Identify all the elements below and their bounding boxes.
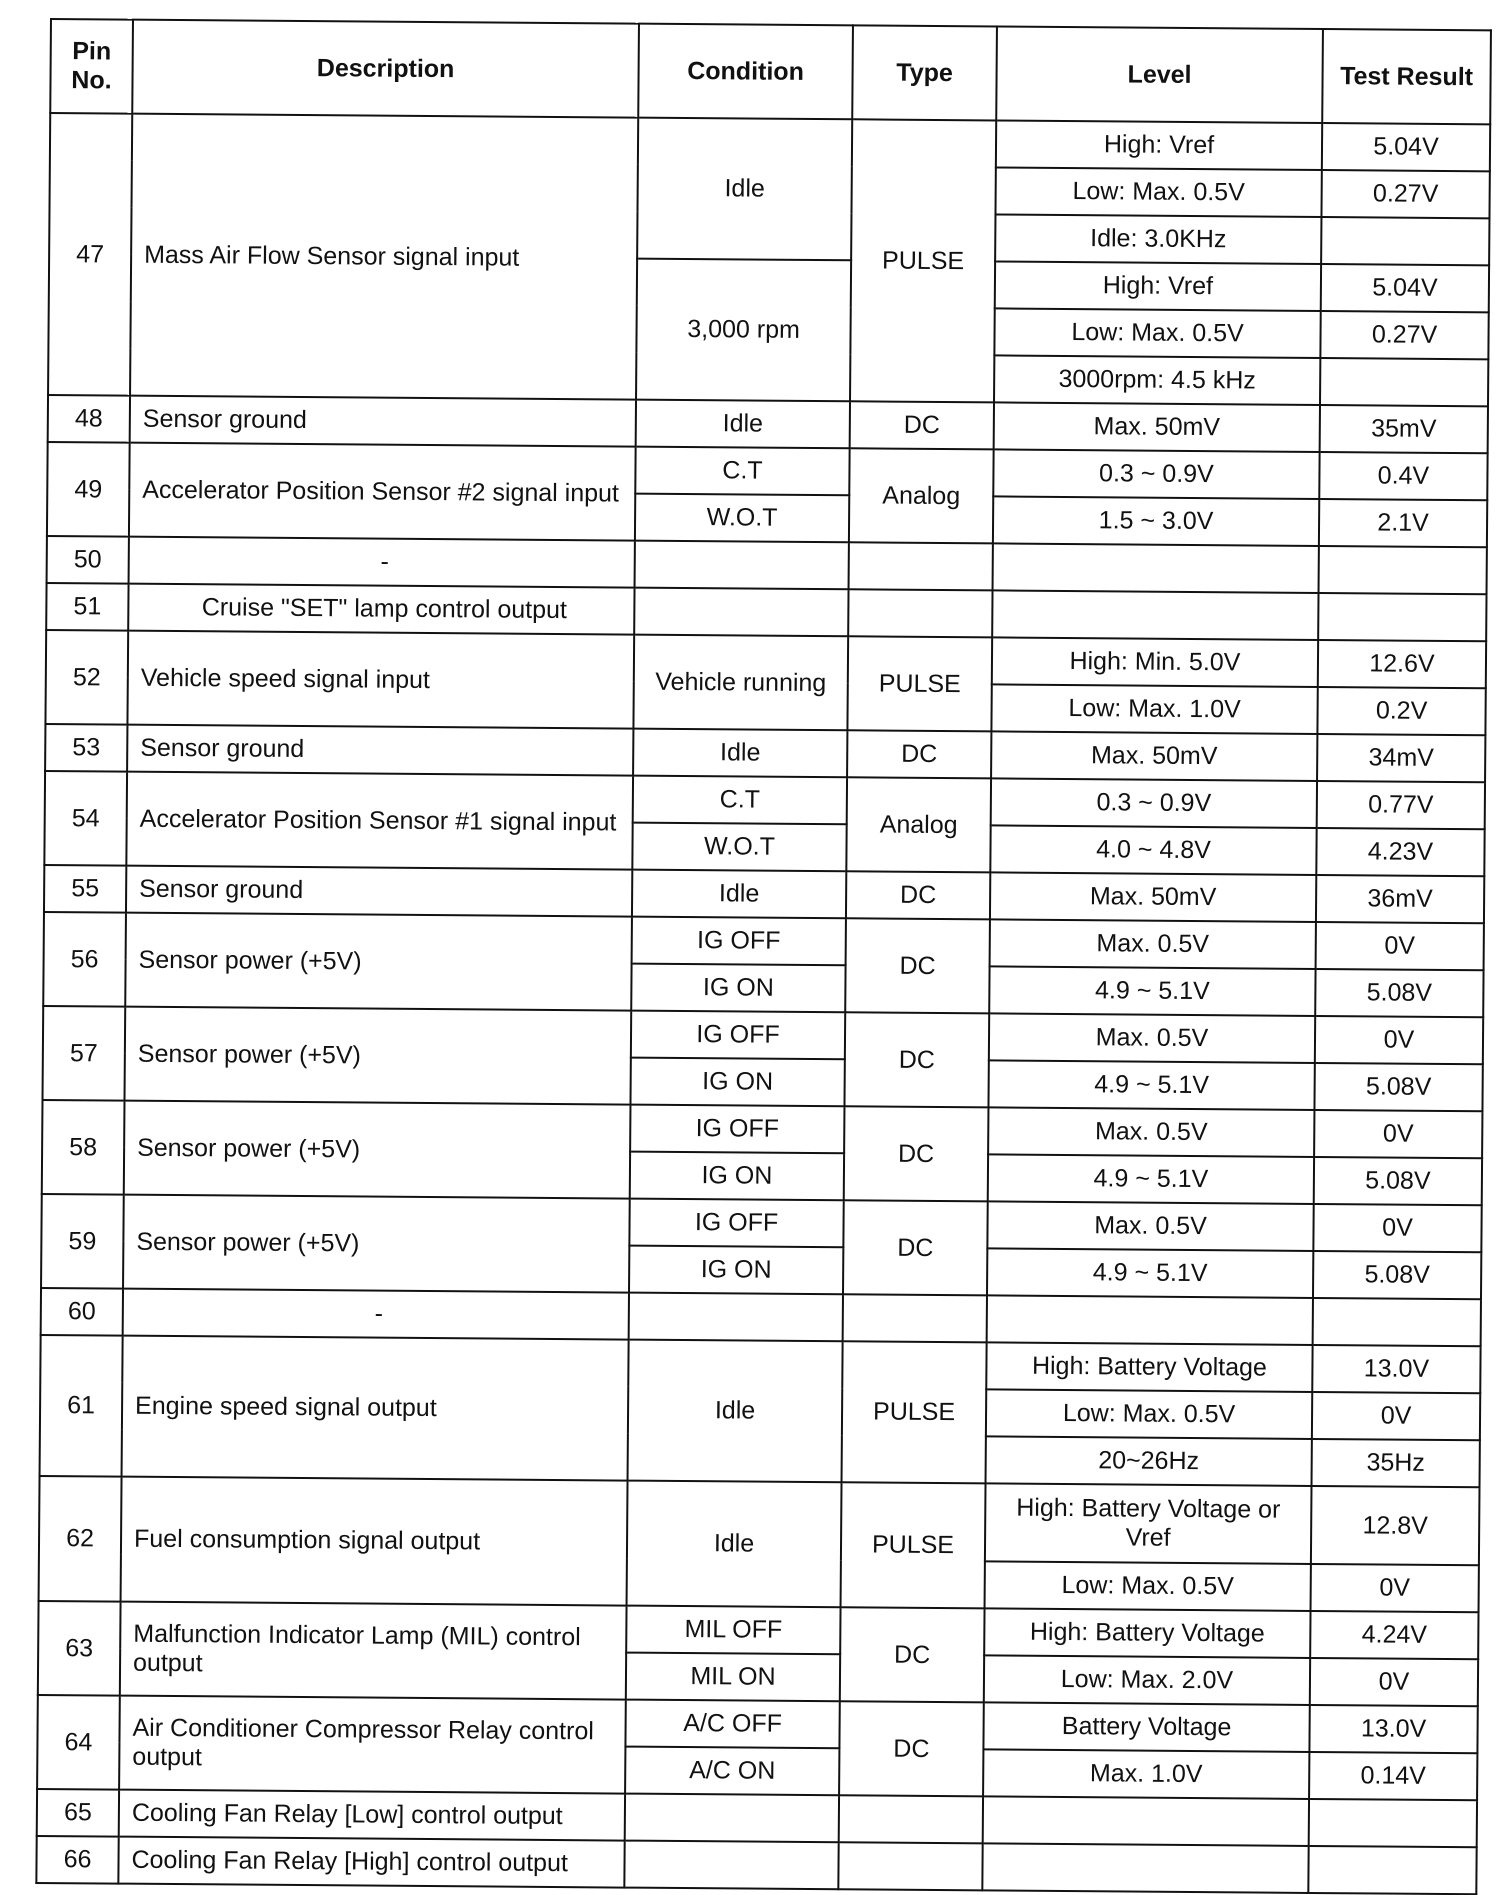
- test-result-cell: 13.0V: [1309, 1705, 1477, 1753]
- pin-description: Engine speed signal output: [122, 1336, 629, 1481]
- level-cell: Max. 0.5V: [988, 1107, 1314, 1157]
- pin-description: Sensor ground: [130, 396, 636, 447]
- level-cell: Low: Max. 0.5V: [985, 1561, 1311, 1611]
- test-result-cell: 13.0V: [1312, 1345, 1480, 1393]
- test-result-cell: 5.08V: [1314, 1157, 1482, 1205]
- condition-cell: IG OFF: [631, 1011, 845, 1060]
- pin-number: 56: [43, 912, 126, 1007]
- test-result-cell: 0.4V: [1319, 452, 1487, 500]
- level-cell: 20~26Hz: [986, 1436, 1312, 1486]
- condition-cell: Idle: [627, 1481, 842, 1608]
- condition-cell: Idle: [628, 1340, 843, 1483]
- test-result-cell: [1308, 1846, 1476, 1894]
- header-condition: Condition: [638, 24, 853, 120]
- condition-cell: A/C ON: [625, 1747, 839, 1796]
- test-result-cell: 0.2V: [1317, 687, 1485, 735]
- pin-number: 65: [37, 1789, 119, 1837]
- table-row: [40, 1335, 1480, 1393]
- level-cell: [993, 543, 1319, 593]
- level-cell: High: Battery Voltage or Vref: [985, 1483, 1312, 1564]
- pin-table-page: [35, 18, 1490, 1895]
- pin-number: 52: [45, 630, 128, 725]
- test-result-cell: 5.04V: [1321, 264, 1489, 312]
- level-cell: Low: Max. 1.0V: [991, 684, 1317, 734]
- signal-type: DC: [840, 1607, 985, 1702]
- header-pin: Pin No.: [50, 19, 133, 114]
- level-cell: Low: Max. 0.5V: [986, 1389, 1312, 1439]
- pin-number: 64: [37, 1695, 120, 1790]
- condition-cell: IG ON: [629, 1246, 843, 1295]
- level-cell: Max. 0.5V: [990, 919, 1316, 969]
- test-result-cell: 0V: [1315, 1016, 1483, 1064]
- pin-description: Cooling Fan Relay [High] control output: [118, 1837, 624, 1888]
- level-cell: 4.9 ~ 5.1V: [988, 1154, 1314, 1204]
- pin-description: Cooling Fan Relay [Low] control output: [119, 1790, 625, 1841]
- table-row: [45, 771, 1485, 829]
- pin-number: 53: [45, 724, 127, 772]
- test-result-cell: 5.08V: [1315, 969, 1483, 1017]
- test-result-cell: 2.1V: [1319, 499, 1487, 547]
- level-cell: 3000rpm: 4.5 kHz: [994, 355, 1320, 405]
- test-result-cell: [1318, 593, 1486, 641]
- test-result-cell: 0.14V: [1309, 1752, 1477, 1800]
- level-cell: High: Vref: [996, 120, 1322, 170]
- table-row: [44, 912, 1484, 970]
- test-result-cell: 0V: [1313, 1204, 1481, 1252]
- level-cell: High: Min. 5.0V: [992, 637, 1318, 687]
- level-cell: High: Vref: [995, 261, 1321, 311]
- pin-description: Air Conditioner Compressor Relay control output: [119, 1696, 626, 1794]
- table-header-row: [50, 19, 1491, 124]
- level-cell: [992, 590, 1318, 640]
- pin-number: 66: [36, 1836, 118, 1884]
- test-result-cell: 5.04V: [1322, 123, 1490, 171]
- test-result-cell: [1313, 1298, 1481, 1346]
- table-row: [38, 1601, 1478, 1659]
- test-result-cell: 5.08V: [1314, 1063, 1482, 1111]
- condition-cell: IG OFF: [629, 1199, 843, 1248]
- pin-description: -: [123, 1289, 629, 1340]
- level-cell: Max. 0.5V: [989, 1013, 1315, 1063]
- signal-type: DC: [843, 1200, 988, 1295]
- pin-description: Sensor power (+5V): [125, 913, 632, 1011]
- pin-description: Malfunction Indicator Lamp (MIL) control output: [120, 1602, 627, 1700]
- pin-description: -: [129, 537, 635, 588]
- pin-description: Sensor power (+5V): [124, 1007, 631, 1105]
- test-result-cell: [1309, 1799, 1477, 1847]
- condition-cell: [629, 1293, 843, 1342]
- level-cell: 1.5 ~ 3.0V: [993, 496, 1319, 546]
- level-cell: Max. 50mV: [990, 872, 1316, 922]
- test-result-cell: [1321, 217, 1489, 265]
- pin-description: Mass Air Flow Sensor signal input: [130, 114, 638, 400]
- signal-type: [838, 1842, 982, 1890]
- condition-cell: IG ON: [630, 1152, 844, 1201]
- condition-cell: Vehicle running: [633, 635, 848, 731]
- condition-cell: Idle: [637, 118, 852, 261]
- test-result-cell: 12.6V: [1318, 640, 1486, 688]
- signal-type: DC: [844, 1106, 989, 1201]
- table-row: [50, 113, 1490, 171]
- signal-type: PULSE: [842, 1341, 987, 1483]
- level-cell: Battery Voltage: [983, 1702, 1309, 1752]
- level-cell: Low: Max. 0.5V: [994, 308, 1320, 358]
- condition-cell: [625, 1794, 839, 1843]
- test-result-cell: [1319, 546, 1487, 594]
- header-result: Test Result: [1322, 29, 1491, 124]
- test-result-cell: 34mV: [1317, 734, 1485, 782]
- level-cell: [982, 1843, 1308, 1893]
- test-result-cell: [1320, 358, 1488, 406]
- test-result-cell: 35mV: [1320, 405, 1488, 453]
- pin-number: 47: [48, 113, 132, 396]
- signal-type: [849, 542, 993, 590]
- condition-cell: Idle: [633, 729, 847, 778]
- table-row: [43, 1006, 1483, 1064]
- header-level: Level: [996, 26, 1323, 123]
- condition-cell: MIL ON: [626, 1653, 840, 1702]
- test-result-cell: 0V: [1310, 1658, 1478, 1706]
- level-cell: 4.9 ~ 5.1V: [987, 1248, 1313, 1298]
- test-result-cell: 0.27V: [1321, 170, 1489, 218]
- level-cell: Low: Max. 2.0V: [984, 1655, 1310, 1705]
- condition-cell: [635, 541, 849, 590]
- signal-type: Analog: [846, 777, 991, 872]
- table-row: [39, 1476, 1480, 1565]
- pin-number: 61: [40, 1335, 123, 1477]
- test-result-cell: 4.23V: [1316, 828, 1484, 876]
- level-cell: Low: Max. 0.5V: [995, 167, 1321, 217]
- pin-number: 58: [42, 1100, 125, 1195]
- pin-number: 59: [41, 1194, 124, 1289]
- signal-type: DC: [846, 871, 990, 919]
- ecm-pin-table: [35, 18, 1492, 1895]
- condition-cell: IG ON: [631, 964, 845, 1013]
- table-row: [41, 1194, 1481, 1252]
- level-cell: 0.3 ~ 0.9V: [993, 449, 1319, 499]
- level-cell: [983, 1796, 1309, 1846]
- condition-cell: 3,000 rpm: [636, 259, 851, 402]
- test-result-cell: 12.8V: [1311, 1486, 1480, 1565]
- pin-description: Sensor power (+5V): [124, 1101, 631, 1199]
- pin-number: 48: [48, 395, 130, 443]
- signal-type: [843, 1294, 987, 1342]
- condition-cell: W.O.T: [635, 494, 849, 543]
- level-cell: 0.3 ~ 0.9V: [991, 778, 1317, 828]
- pin-description: Accelerator Position Sensor #1 signal input: [126, 772, 633, 870]
- signal-type: PULSE: [841, 1482, 986, 1608]
- signal-type: [839, 1795, 983, 1843]
- pin-number: 51: [46, 583, 128, 631]
- signal-type: [848, 589, 992, 637]
- pin-description: Fuel consumption signal output: [121, 1477, 628, 1606]
- level-cell: Max. 1.0V: [983, 1749, 1309, 1799]
- pin-description: Sensor ground: [127, 725, 633, 776]
- condition-cell: C.T: [635, 447, 849, 496]
- pin-number: 49: [47, 442, 130, 537]
- test-result-cell: 4.24V: [1310, 1611, 1478, 1659]
- pin-number: 63: [38, 1601, 121, 1696]
- pin-description: Cruise "SET" lamp control output: [128, 584, 634, 635]
- level-cell: High: Battery Voltage: [986, 1342, 1312, 1392]
- pin-description: Sensor ground: [126, 866, 632, 917]
- level-cell: Max. 0.5V: [987, 1201, 1313, 1251]
- signal-type: PULSE: [850, 119, 996, 402]
- signal-type: DC: [844, 1012, 989, 1107]
- test-result-cell: 0.27V: [1320, 311, 1488, 359]
- pin-number: 50: [47, 536, 129, 584]
- test-result-cell: 0V: [1316, 922, 1484, 970]
- signal-type: DC: [839, 1701, 984, 1796]
- signal-type: Analog: [849, 448, 994, 543]
- test-result-cell: 0V: [1314, 1110, 1482, 1158]
- condition-cell: A/C OFF: [625, 1700, 839, 1749]
- condition-cell: MIL OFF: [626, 1606, 840, 1655]
- pin-description: Vehicle speed signal input: [127, 631, 634, 729]
- pin-number: 60: [41, 1288, 123, 1336]
- test-result-cell: 0V: [1312, 1392, 1480, 1440]
- pin-number: 62: [39, 1476, 122, 1602]
- signal-type: DC: [847, 730, 991, 778]
- pin-number: 55: [44, 865, 126, 913]
- level-cell: Max. 50mV: [994, 402, 1320, 452]
- level-cell: 4.0 ~ 4.8V: [990, 825, 1316, 875]
- level-cell: [987, 1295, 1313, 1345]
- test-result-cell: 35Hz: [1312, 1439, 1480, 1487]
- table-row: [36, 1836, 1476, 1894]
- condition-cell: C.T: [633, 776, 847, 825]
- pin-number: 54: [44, 771, 127, 866]
- signal-type: PULSE: [847, 636, 992, 731]
- table-row: [46, 630, 1486, 688]
- condition-cell: Idle: [632, 870, 846, 919]
- test-result-cell: 36mV: [1316, 875, 1484, 923]
- table-row: [42, 1100, 1482, 1158]
- level-cell: 4.9 ~ 5.1V: [988, 1060, 1314, 1110]
- condition-cell: IG ON: [630, 1058, 844, 1107]
- condition-cell: IG OFF: [632, 917, 846, 966]
- test-result-cell: 5.08V: [1313, 1251, 1481, 1299]
- test-result-cell: 0V: [1311, 1564, 1479, 1612]
- signal-type: DC: [850, 401, 994, 449]
- level-cell: 4.9 ~ 5.1V: [989, 966, 1315, 1016]
- condition-cell: IG OFF: [630, 1105, 844, 1154]
- pin-description: Sensor power (+5V): [123, 1195, 630, 1293]
- pin-description: Accelerator Position Sensor #2 signal input: [129, 443, 636, 541]
- pin-number: 57: [43, 1006, 126, 1101]
- table-row: [37, 1695, 1477, 1753]
- condition-cell: [624, 1841, 838, 1890]
- condition-cell: Idle: [636, 400, 850, 449]
- condition-cell: W.O.T: [632, 823, 846, 872]
- signal-type: DC: [845, 918, 990, 1013]
- level-cell: High: Battery Voltage: [984, 1608, 1310, 1658]
- header-description: Description: [132, 20, 639, 118]
- level-cell: Idle: 3.0KHz: [995, 214, 1321, 264]
- table-body: [36, 113, 1490, 1894]
- header-type: Type: [852, 25, 997, 120]
- table-row: [47, 442, 1487, 500]
- test-result-cell: 0.77V: [1317, 781, 1485, 829]
- level-cell: Max. 50mV: [991, 731, 1317, 781]
- condition-cell: [634, 588, 848, 637]
